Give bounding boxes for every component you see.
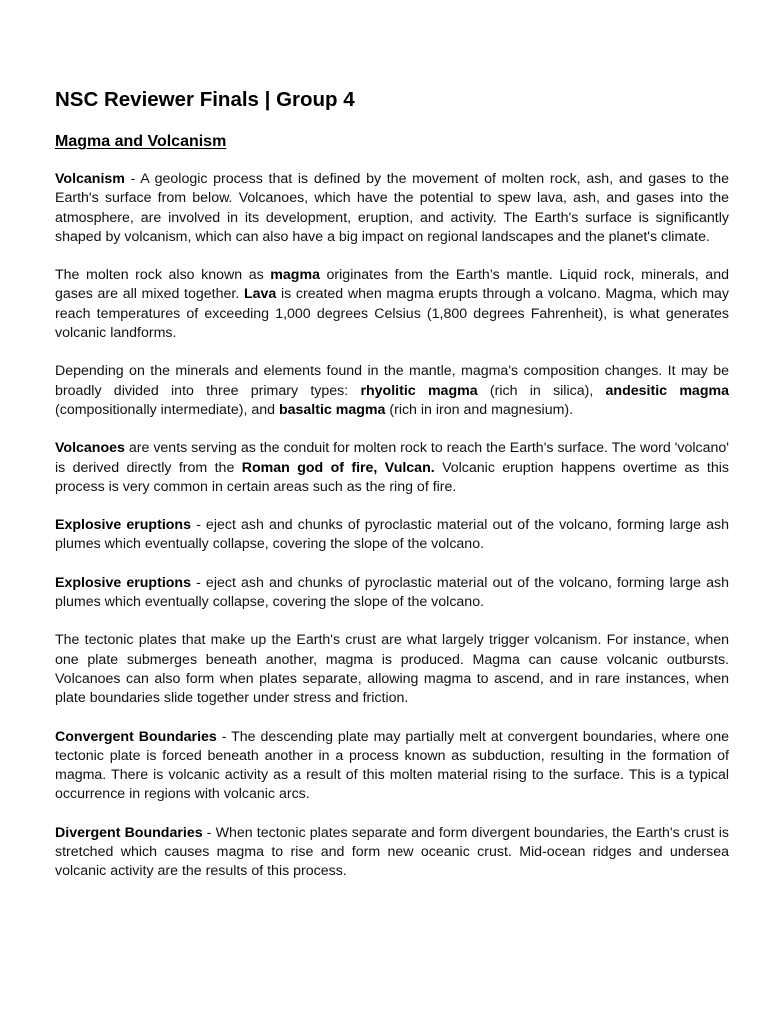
paragraph-tectonic-plates — [55, 631, 729, 708]
term-andesitic-magma: andesitic magma — [605, 382, 729, 399]
paragraph-text: - A geologic process that is defined by the movement of molten rock, ash, and gases to the Earth's surface from below. Volcanoes, which have the potential to spew lava, ash, and gases into the atmosphere, are involved in its development, eruption, and activity. The Earth's surface is significantly shaped by volcanism, which can also have a big impact on regional landscapes and the planet's climate. — [55, 171, 729, 245]
term-lava: Lava — [243, 286, 277, 303]
term-convergent-boundaries: Convergent Boundaries — [55, 728, 217, 745]
paragraph-text: - The descending plate may partially melt at convergent boundaries, where one tectonic plate is forced beneath another in a process known as subduction, resulting in the formation of magma. There is volcanic activity as a result of this molten material rising to the surface. This is a typical occurrence in regions with volcanic arcs. — [55, 728, 729, 803]
paragraph-magma-types — [55, 362, 729, 420]
paragraph-text: The tectonic plates that make up the Earth's crust are what largely trigger volcanism. For instance, when one plate submerges beneath another, magma is produced. Magma can cause volcanic outbursts. Volcanoes can also form when plates separate, allowing magma to ascend, and in rare instances, when plate boundaries slide together under stress and friction. — [55, 632, 729, 707]
document-page — [55, 86, 729, 901]
term-explosive-eruptions: Explosive eruptions — [55, 574, 191, 591]
paragraph-text: Volcanic eruption happens overtime as this process is very common in certain areas such as the ring of fire. — [55, 459, 729, 495]
paragraph-convergent-boundaries — [55, 728, 729, 805]
document-title: NSC Reviewer Finals | Group 4 — [55, 88, 355, 111]
section-heading: Magma and Volcanism — [55, 133, 227, 150]
term-magma: magma — [270, 267, 320, 284]
paragraph-explosive-eruptions-repeat — [55, 574, 729, 613]
paragraph-volcanoes — [55, 439, 729, 497]
paragraph-text: (compositionally intermediate), and — [55, 401, 279, 418]
term-explosive-eruptions: Explosive eruptions — [55, 517, 191, 534]
term-volcanoes: Volcanoes — [55, 440, 125, 457]
paragraph-text: - eject ash and chunks of pyroclastic material out of the volcano, forming large ash plumes which eventually collapse, covering the slope of the volcano. — [55, 517, 729, 553]
paragraph-divergent-boundaries — [55, 824, 729, 882]
term-divergent-boundaries: Divergent Boundaries — [55, 824, 203, 841]
term-vulcan: Roman god of fire, Vulcan. — [241, 459, 435, 476]
term-volcanism: Volcanism — [55, 171, 125, 187]
term-rhyolitic-magma: rhyolitic magma — [360, 382, 478, 399]
paragraph-text: Depending on the minerals and elements found in the mantle, magma's composition changes. It may be broadly divided into three primary types: — [55, 363, 729, 399]
paragraph-magma — [55, 266, 729, 343]
paragraph-explosive-eruptions — [55, 516, 729, 555]
paragraph-text: are vents serving as the conduit for molten rock to reach the Earth's surface. The word 'volcano' is derived directly from the — [55, 440, 729, 476]
paragraph-text: - eject ash and chunks of pyroclastic material out of the volcano, forming large ash plumes which eventually collapse, covering the slope of the volcano. — [55, 574, 729, 611]
paragraph-text: (rich in silica), — [477, 382, 606, 399]
paragraph-text: is created when magma erupts through a volcano. Magma, which may reach temperatures of exceeding 1,000 degrees Celsius (1,800 degrees Fahrenheit), is what generates volcanic landforms. — [55, 286, 729, 342]
paragraph-text: The molten rock also known as — [55, 267, 271, 284]
paragraph-text: originates from the Earth’s mantle. Liquid rock, minerals, and gases are all mixed together. — [55, 267, 729, 303]
paragraph-volcanism — [55, 170, 729, 247]
paragraph-text: - When tectonic plates separate and form divergent boundaries, the Earth's crust is stretched which causes magma to rise and form new oceanic crust. Mid-ocean ridges and undersea volcanic activity are the results of this process. — [55, 824, 729, 880]
term-basaltic-magma: basaltic magma — [278, 401, 386, 418]
paragraph-text: (rich in iron and magnesium). — [385, 401, 574, 418]
